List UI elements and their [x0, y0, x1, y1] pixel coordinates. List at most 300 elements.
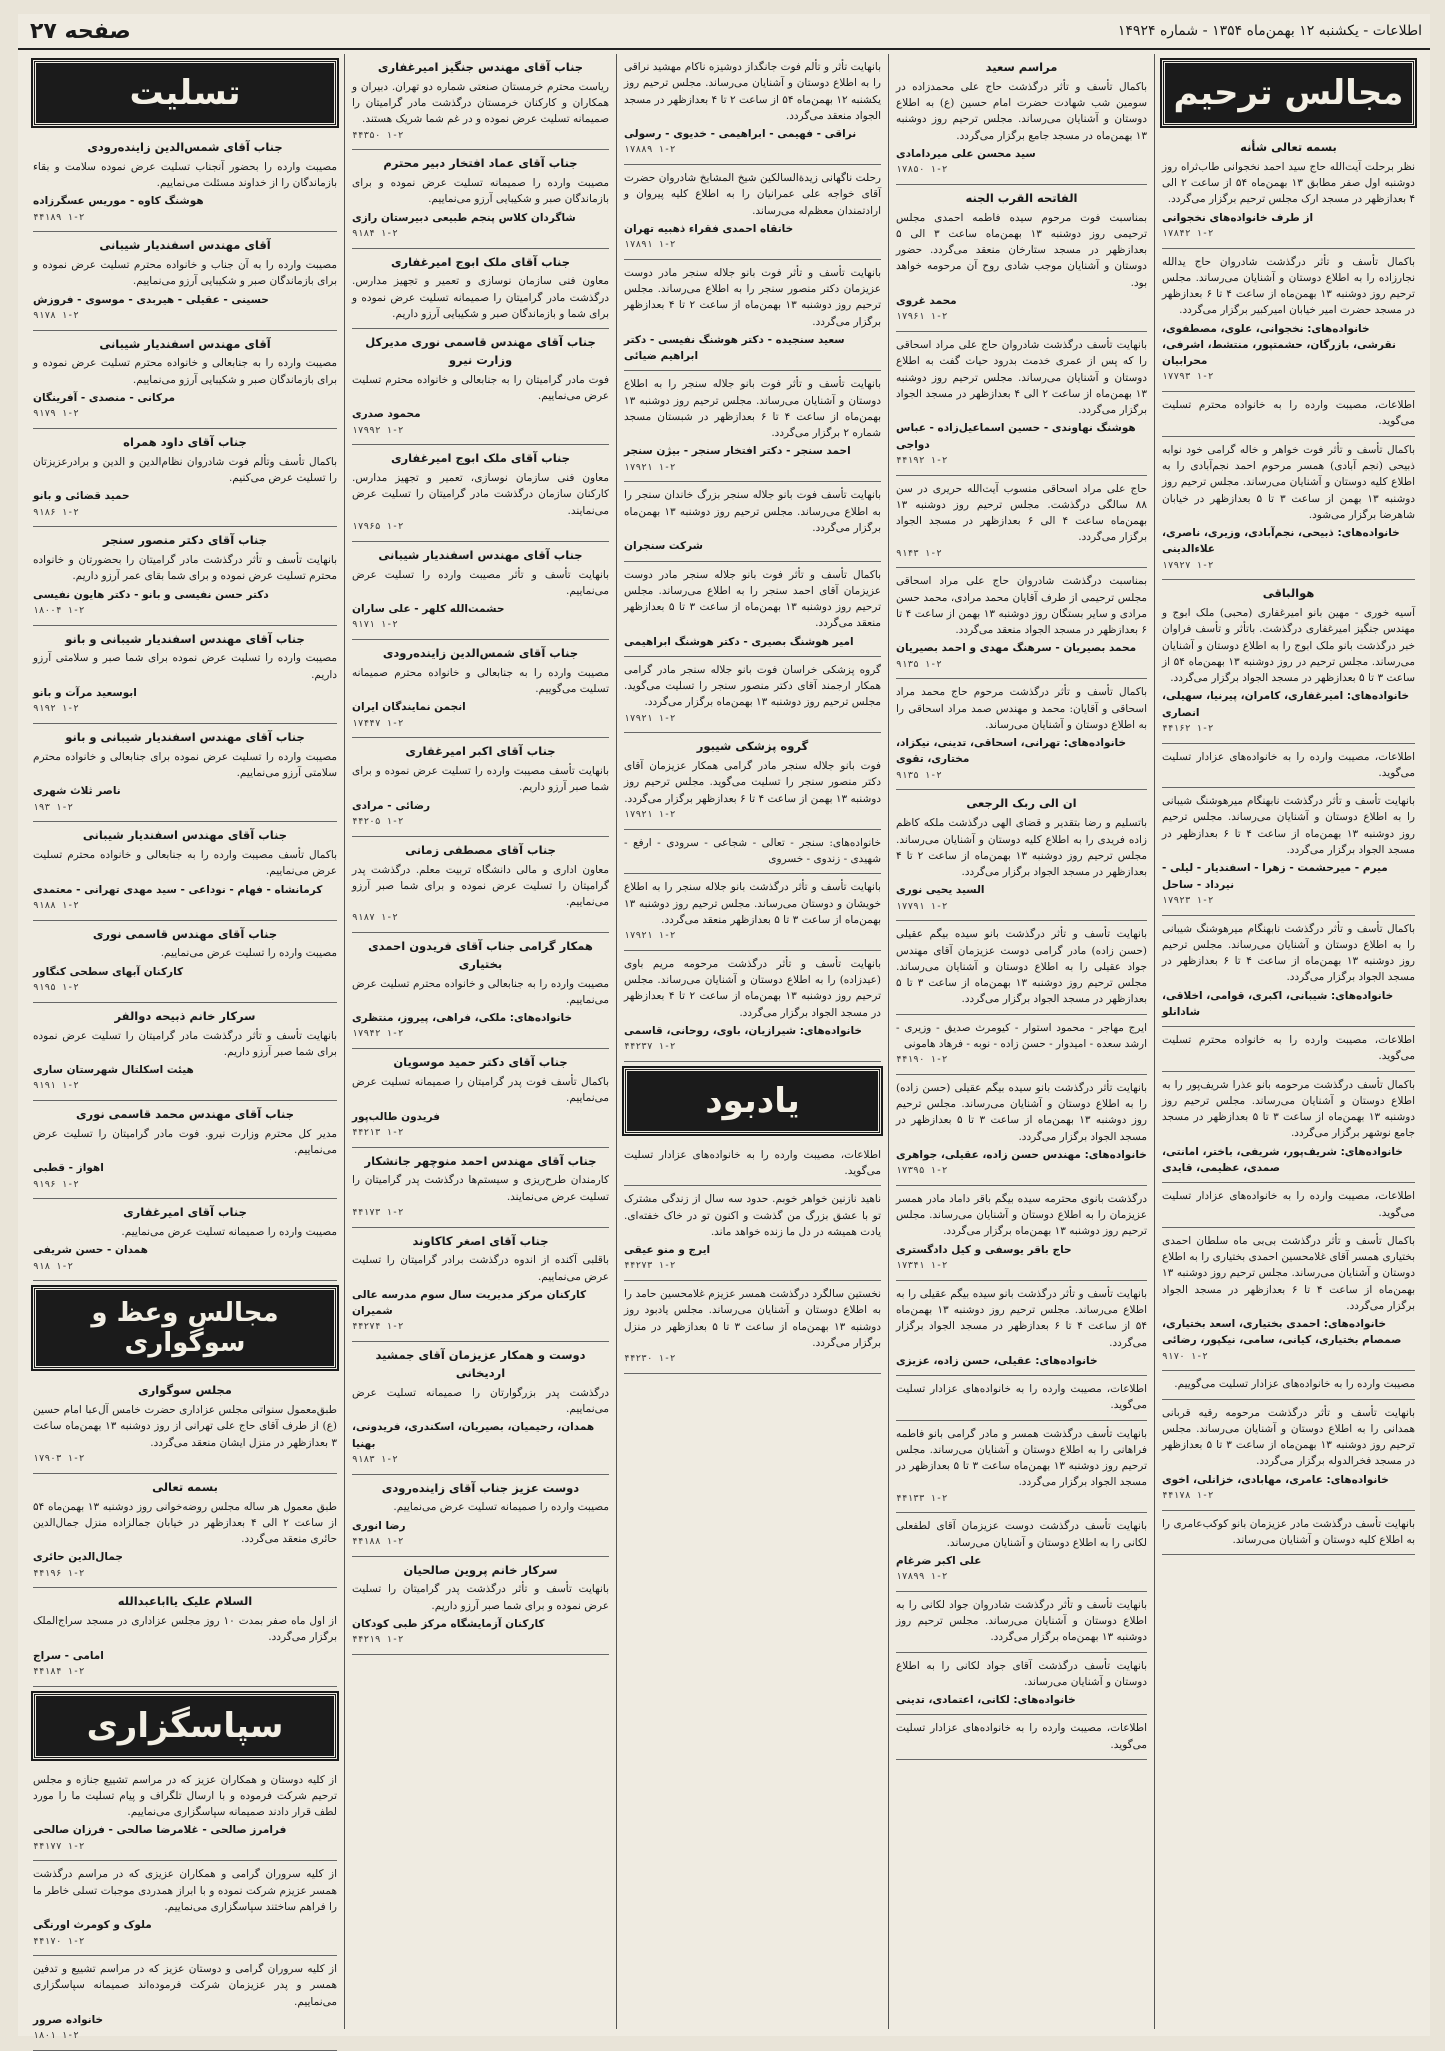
page-number: صفحه ۲۷ [30, 18, 131, 44]
notice-title: سرکار خانم ذبیحه دوالفر [114, 1008, 256, 1023]
notice-code: ۱-۲ ۴۴۱۷۳ [352, 1206, 404, 1218]
notice-body: باتسلیم و رضا بتقدیر و قضای الهی درگذشت ملکه کاظم زاده فریدی را به اطلاع کلیه دوستان و آشنایان می‌رساند. مجلس ترحیم روز دوشنبه ۱۳ بهمن‌ماه از ساعت ۲ تا ۴ بعدازظهر در مسجد الجواد برگزار می‌گردد. [896, 817, 1148, 879]
notice [896, 1376, 1147, 1421]
notice-body: معاون فنی سازمان نوسازی و تعمیر و تجهیز مدارس. درگذشت مادر گرامیتان را صمیمانه تسلیت عرض نموده و برای شما و بازماندگان صبر و شکیبایی آرزو داریم. [352, 275, 609, 320]
notice-code: ۱-۲ ۹۱۸۷ [352, 912, 398, 924]
notice [896, 1281, 1147, 1376]
notice-signature: جمال‌الدین حائری [33, 1551, 123, 1564]
notice-code: ۱-۲ ۹۱۹۲ [33, 703, 79, 715]
notice-signature: حاج باقر یوسفی و کیل دادگستری [896, 1243, 1072, 1256]
notice [1162, 744, 1415, 789]
notice-body: بانهایت تأسف مصیبت وارده را تسلیت عرض نموده و برای شما صبر آرزو داریم. [352, 765, 609, 794]
notice-code: ۱-۲ ۱۷۴۴۷ [352, 717, 404, 729]
notice-signature: حمید قضائی و بانو [33, 490, 130, 503]
notice [624, 482, 881, 561]
notice [896, 1592, 1147, 1653]
notice-code: ۱-۲ ۹۱۳۵ [896, 769, 942, 781]
notice [352, 542, 609, 640]
section-banner-majales-tarhim: مجالس ترحیم [1162, 60, 1415, 126]
notice-title: جناب آقای مهندس اسفندیار شیبانی و بانو [65, 631, 305, 646]
notice-code: ۱-۲ ۴۴۱۹۲ [896, 454, 948, 466]
notice [624, 874, 881, 951]
notice-body: باکمال تأسف و تأثر فوت خواهر و خاله گرامی خود نوابه ذبیحی (نجم آبادی) همسر مرحوم احمد نجم‌آبادی را به اطلاع کلیه دوستان و آشنایان می‌رساند. مجلس ترحیم روز دوشنبه ۱۳ بهمن از ساعت ۳ تا ۵ بعدازظهر در خیابان شاهرضا برگزار می‌شود. [1162, 443, 1415, 521]
notice [1162, 392, 1415, 437]
notice-code: ۱-۲ ۹۱۷۰ [1162, 1350, 1208, 1362]
notice-list [352, 54, 609, 1655]
notice-code: ۱-۲ ۴۴۲۰۵ [352, 816, 404, 827]
notice-code: ۱-۲ ۱۷۸۵۰ [896, 164, 948, 176]
column-1 [1154, 54, 1422, 2029]
notice-title: جناب آقای شمس‌الدین زاینده‌رودی [87, 140, 283, 154]
notice [33, 429, 337, 527]
notice-title: جناب آقای مهندس قاسمی نوری [92, 926, 278, 941]
section-banner-sepasgozari: سپاسگزاری [33, 1693, 337, 1759]
notice-signature: امیر هوشنگ بصیری - دکتر هوشنگ ابراهیمی [624, 635, 854, 648]
notice-signature: خانقاه احمدی فقراء ذهبیه تهران [624, 222, 794, 235]
notice-body: بانهایت تأسف و تأثر فوت بانو جلاله سنجر را به اطلاع دوستان و آشنایان می‌رساند. مجلس ترحیم روز دوشنبه ۱۳ بهمن‌ماه از ساعت ۴ تا ۶ بعدازظهر در شبستان مسجد شماره ۲ برگزار می‌گردد. [624, 378, 881, 440]
notice-list [33, 134, 337, 1281]
notice [33, 1377, 337, 1473]
notice [896, 568, 1147, 679]
notice [33, 1199, 337, 1281]
notice [624, 733, 881, 829]
notice-code: ۱-۲ ۴۴۱۸۴ [33, 1665, 85, 1677]
notice-title: جناب آقای مهندس جنگیز امیرغفاری [377, 60, 584, 74]
notice-title: جناب آقای دکتر حمید موسویان [393, 1055, 568, 1070]
notice-code: ۱-۲ ۱۷۸۸۹ [624, 144, 676, 156]
notice-code: ۱-۲ ۴۴۲۷۴ [352, 1321, 404, 1333]
notice-body: باقلبی آکنده از اندوه درگذشت برادر گرامیتان را تسلیت عرض می‌نماییم. [352, 1254, 609, 1283]
notice [33, 626, 337, 724]
notice-signature: خانواده‌های: شریف‌پور، شریفی، باختر، امانتی، صمدی، عظیمی، قایدی [1162, 1145, 1403, 1174]
notice-body: بانهایت تأسف درگذشت دوست عزیزمان آقای لطفعلی لکانی را به اطلاع دوستان و آشنایان می‌رساند. [896, 1520, 1147, 1549]
notice-title: جناب آقای مهندس اسفندیار شیبانی [378, 547, 583, 562]
notice [624, 951, 881, 1062]
notice-body: بانهایت تأثر و تألم فوت جانگداز دوشیزه ناکام مهشید نراقی را به اطلاع دوستان و آشنایان می‌رساند. مجلس ترحیم روز یکشنبه ۱۲ بهمن‌ماه ۵۴ از ساعت ۲ تا ۴ بعدازظهر در مسجد الجواد منعقد می‌گردد. [624, 61, 882, 122]
notice-title: جناب آقای شمس‌الدین زاینده‌رودی [382, 646, 579, 661]
notice-signature: همدان، رحیمیان، بصیریان، اسکندری، فریدونی، بهنیا [352, 1421, 595, 1450]
notice-code: ۱-۲ ۱۷۸۴۲ [1162, 227, 1214, 239]
notice-signature: مرکانی - منصدی - آفرینگان [33, 392, 176, 404]
section-banner-tasliat: تسلیت [33, 60, 337, 126]
notice-body: بانهایت تأثر درگذشت بانو سیده بیگم عقیلی (حسن زاده) را به اطلاع دوستان و آشنایان می‌رساند. مجلس ترحیم روز دوشنبه ۱۳ بهمن‌ماه از ساعت ۳ تا ۵ بعدازظهر در مسجد الجواد برگزار می‌گردد. [896, 1081, 1147, 1143]
notice-signature: رضائی - مرادی [352, 799, 431, 812]
notice-code: ۱-۲ ۱۸۰۰۴ [33, 604, 85, 616]
notice [1162, 1371, 1415, 1399]
notice-code: ۱-۲ ۱۷۹۶۵ [352, 521, 404, 533]
notice-code: ۱-۲ ۴۴۱۷۰ [33, 1935, 85, 1947]
notice-body: اطلاعات، مصیبت وارده را به خانواده محترم تسلیت می‌گوید. [1162, 1034, 1415, 1063]
notice-body: بانهایت تأسف درگذشت همسر و مادر گرامی بانو فاطمه فراهانی را به اطلاع دوستان و آشنایان می‌رساند. مجلس ترحیم روز دوشنبه ۱۳ بهمن‌ماه ساعت ۳ تا ۵ بعدازظهر در مسجد الجواد برگزار می‌گردد. [896, 1427, 1147, 1489]
notice-signature: میرم - میرحشمت - زهرا - اسفندیار - لیلی - نیرداد - ساحل [1162, 862, 1388, 891]
notice-signature: خانواده‌های: تهرانی، اسحاقی، تدینی، نیکزاد، مختاری، تقوی [896, 737, 1127, 766]
notice [33, 921, 337, 1003]
notice-code: ۱-۲ ۱۷۷۹۳ [1162, 371, 1214, 383]
notice-body: طبق معمول هر ساله مجلس روضه‌خوانی روز دوشنبه ۱۳ بهمن‌ماه ۵۴ از ساعت ۲ الی ۴ بعدازظهر در خیابان جمالزاده منزل جمال‌الدین حائری منعقد می‌گردد. [33, 1500, 338, 1546]
notice-body: اطلاعات، مصیبت وارده را به خانواده‌های عزادار تسلیت می‌گوید. [1162, 1190, 1415, 1219]
notice-code: ۱-۲ ۱۷۹۹۲ [352, 424, 404, 436]
notice [896, 1075, 1147, 1186]
notice-body: مصیبت وارده را تسلیت عرض نموده برای جنابعالی و خانواده محترم سلامتی آرزو می‌نماییم. [33, 750, 337, 780]
notice-code: ۱-۲ ۱۷۷۹۱ [896, 900, 948, 912]
notice-code: ۱-۲ ۴۴۱۹۰ [896, 1054, 948, 1066]
notice-body: اطلاعات، مصیبت وارده را به خانواده‌های عزادار تسلیت می‌گوید. [896, 1383, 1147, 1412]
notice-title: جناب آقای مهندس اسفندیار شیبانی و بانو [65, 729, 305, 744]
notice-signature: حسینی - عقیلی - هیربدی - موسوی - فروزش [33, 293, 269, 306]
notice [896, 476, 1147, 569]
notice-body: کارمندان طرح‌ریزی و سیستم‌ها درگذشت پدر گرامیتان را تسلیت عرض می‌نمایند. [352, 1174, 609, 1203]
notice [896, 185, 1147, 332]
notice-title: آقای مهندس اسفندیار شیبانی [99, 336, 271, 351]
notice-body: باکمال تأسف وتألم فوت شادروان نظام‌الدین و الدین و برادرعزیزتان را تسلیت عرض می‌کنیم. [33, 455, 337, 485]
notice-body: بانهایت تأسف و تأثر درگذشت شادروان جواد لکانی را به اطلاع دوستان و آشنایان می‌رساند. مجلس ترحیم روز دوشنبه ۱۳ بهمن‌ماه برگزار می‌گردد. [896, 1598, 1147, 1644]
notice-body: درگذشت بانوی محترمه سیده بیگم باقر داماد مادر همسر عزیزمان را به اطلاع دوستان و آشنایان می‌رساند. مجلس ترحیم روز دوشنبه ۱۳ بهمن‌ماه برگزار می‌گردد. [896, 1192, 1147, 1238]
notice-signature: احمد سنجر - دکتر افتخار سنجر - بیژن سنجر [624, 445, 851, 458]
notice-body: مدیر کل محترم وزارت نیرو. فوت مادر گرامیتان را تسلیت عرض می‌نماییم. [33, 1127, 337, 1157]
notice-title: گروه پزشکی شیبور [696, 739, 809, 754]
notice [896, 1015, 1147, 1075]
notice [352, 1342, 609, 1474]
notice [352, 1049, 609, 1147]
notice-list [33, 1767, 337, 2051]
notice-signature: کارکنان مرکز مدیریت سال سوم مدرسه عالی شمیران [352, 1288, 587, 1318]
notice-title: جناب آقای مهندس قاسمی نوری مدیرکل وزارت نیرو [365, 335, 596, 368]
column-3 [616, 54, 888, 2029]
notice [624, 657, 881, 734]
notice-signature: ملوک و کومرث اورنگی [33, 1919, 152, 1932]
notice-body: از کلیه دوستان و همکاران عزیز که در مراسم تشییع جنازه و مجلس ترحیم شرکت فرموده و با ارسال تلگراف و پیام تسلیت ما را مورد لطف قرار دادند صمیمانه سپاسگزاری می‌نماییم. [33, 1773, 337, 1819]
notice-code: ۱-۲ ۹۱۹۶ [33, 1178, 79, 1190]
notice [1162, 788, 1415, 915]
notice [352, 738, 609, 836]
notice-signature: سعید سنجیده - دکتر هوشنگ نفیسی - دکتر ابراهیم ضیائی [624, 333, 845, 363]
notice-body: بانهایت تأسف و تأثر درگذشت مادر گرامیتان را تسلیت عرض نموده برای شما صبر آرزو داریم. [33, 1029, 337, 1058]
notice [624, 1281, 881, 1374]
notice [624, 830, 881, 875]
notice-body: بمناسبت فوت مرحوم سیده فاطمه احمدی مجلس ترحیمی روز دوشنبه ۱۳ بهمن‌ماه ساعت ۳ الی ۵ بعدازظهر در مسجد ستارخان منعقد می‌گردد. حضور دوستان و آشنایان موجب شادی روح آن مرحومه خواهد بود. [896, 211, 1147, 289]
notice-body: ناهید نازنین خواهر خوبم. حدود سه سال از زندگی مشترک تو با عشق بزرگ من گذشت و اکنون تو در خاک خفته‌ای. یادت همیشه در دل ما زنده خواهد ماند. [624, 1193, 881, 1238]
notice-title: بسمه تعالی شأنه [1240, 140, 1337, 154]
notice-code: ۱-۲ ۴۴۲۷۳ [624, 1260, 676, 1272]
notice-signature: السید یحیی نوری [896, 884, 985, 897]
notice-signature: هوشنگ نهاوندی - حسین اسماعیل‌زاده - عباس دواجی [896, 422, 1136, 451]
notice-body: مصیبت وارده را صمیمانه تسلیت عرض نموده و برای بازماندگان صبر و شکیبایی آرزو می‌نماییم. [352, 177, 609, 206]
notice-body: طبق‌معمول سنواتی مجلس عزاداری حضرت خامس آل‌عبا امام حسین (ع) از طرف آقای حاج علی تهرانی از روز دوشنبه ۱۳ بهمن‌ماه ساعت ۳ بعدازظهر در منزل ایشان منعقد می‌گردد. [33, 1404, 338, 1449]
notice-body: بانهایت تأسف و تأثر مصیبت وارده را تسلیت عرض می‌نماییم. [352, 568, 609, 597]
notice [352, 1148, 609, 1228]
notice-code: ۱-۲ ۹۱۸۸ [33, 899, 79, 911]
notice [624, 260, 881, 372]
notice-signature: خانواده‌های: عقیلی، حسن زاده، عزیزی [896, 1354, 1098, 1367]
notice [624, 54, 881, 165]
notice [33, 527, 337, 625]
notice-code: ۱-۲ ۱۷۹۲۳ [1162, 894, 1214, 906]
notice-signature: خانواده‌های: امیرغفاری، کامران، پیرنیا، سهیلی، انصاری [1162, 690, 1410, 719]
notice [896, 1715, 1147, 1760]
notice [352, 1228, 609, 1343]
notice-signature: ابوسعید مرآت و بانو [33, 686, 137, 699]
notice-body: باکمال تأسف و تأثر درگذشت نابهنگام میرهوشنگ شیبانی را به اطلاع دوستان و آشنایان می‌رساند. مجلس ترحیم روز دوشنبه ۱۳ بهمن‌ماه از ساعت ۴ تا ۶ بعدازظهر در مسجد الجواد برگزار می‌گردد. [1162, 922, 1415, 984]
column-4 [344, 54, 616, 2029]
notice-title: جناب آقای مهندس محمد قاسمی نوری [75, 1107, 295, 1122]
notice-title: هوالباقی [1262, 586, 1315, 601]
notice-body: بانهایت تأسف و تأثر درگذشت مرحومه مریم باوی (عیدزاده) را به اطلاع دوستان و آشنایان می‌رساند. مجلس ترحیم روز دوشنبه ۱۳ بهمن‌ماه از ساعت ۲ تا ۴ بعدازظهر در مسجد الجواد برگزار می‌گردد. [624, 957, 882, 1019]
notice-body: بانهایت تأسف و تأثر درگذشت مرحومه رقیه قربانی همدانی را به اطلاع دوستان و آشنایان می‌رساند. مجلس ترحیم روز دوشنبه ۱۳ بهمن‌ماه از ساعت ۳ تا ۵ بعدازظهر در مسجد فخرالدوله برگزار می‌گردد. [1162, 1406, 1415, 1468]
notice-body: از کلیه سروران گرامی و دوستان عزیز که در مراسم تشییع و تدفین همسر و پدر عزیزمان شرکت فرموده‌اند صمیمانه سپاسگزاری می‌نماییم. [33, 1963, 337, 2008]
notice [33, 331, 337, 429]
notice-code: ۱-۲ ۹۱۷۱ [352, 619, 398, 631]
notice-body: بمناسبت درگذشت شادروان حاج علی مراد اسحاقی مجلس ترحیمی از طرف آقایان محمد مرادی، محمد حسن مرادی و سایر بستگان روز دوشنبه ۱۳ بهمن از ساعت ۴ تا ۶ بعدازظهر در مسجد الجواد منعقد می‌گردد. [896, 575, 1147, 637]
notice-body: از کلیه سروران گرامی و همکاران عزیزی که در مراسم درگذشت همسر عزیزم شرکت نموده و با ابراز همدردی موجبات تسلی خاطر ما را فراهم ساختند سپاسگزاری می‌نماییم. [33, 1868, 337, 1913]
notice-code: ۱-۲ ۴۴۱۷۷ [33, 1840, 85, 1852]
notice [896, 1186, 1147, 1281]
notice-body: گروه پزشکی خراسان فوت بانو جلاله سنجر مادر گرامی همکار ارجمند آقای دکتر منصور سنجر را تسلیت می‌گوید. مجلس ترحیم روز دوشنبه ۱۳ بهمن‌ماه برگزار می‌گردد. [624, 663, 881, 709]
notice-body: بانهایت تأسف و تأثر درگذشت مادر گرامیتان را بحضورتان و خانواده محترم تسلیت عرض نموده و برای شما بقای عمر آرزو داریم. [33, 554, 337, 583]
notice-list [896, 54, 1147, 1760]
notice-list [33, 1377, 337, 1686]
notice-list [624, 1142, 881, 1374]
notice [1162, 1027, 1415, 1072]
notice-body: باکمال تأسف مصیبت وارده را به جنابعالی و خانواده محترم تسلیت عرض می‌نماییم. [33, 849, 337, 878]
notice-signature: انجمن نمایندگان ایران [352, 701, 466, 714]
notice-body: حاج علی مراد اسحاقی منسوب آیت‌الله حریری در سن ۸۸ سالگی درگذشت. مجلس ترحیم روز دوشنبه ۱۳ بهمن‌ماه ساعت ۴ الی ۶ بعدازظهر در مسجد الجواد برگزار می‌گردد. [896, 482, 1147, 544]
page-header [18, 14, 1430, 50]
notice-body: مصیبت وارده را به جنابعالی و خانواده محترم تسلیت عرض نموده و برای بازماندگان صبر و شکیبایی آرزو می‌نماییم. [33, 357, 337, 386]
notice [33, 1588, 337, 1686]
notice-code: ۱-۲ ۴۴۲۱۹ [352, 1634, 404, 1646]
notice [896, 790, 1147, 921]
notice-title: جناب آقای ملک ابوج امیرغفاری [390, 254, 571, 269]
notice-signature: ایرج و منو عیقی [624, 1244, 711, 1257]
notice-signature: محمد بصیریان - سرهنگ مهدی و احمد بصیریان [896, 642, 1137, 655]
notice-code: ۱-۲ ۴۴۱۹۶ [33, 1567, 85, 1579]
notice-code: ۱-۲ ۱۷۹۲۱ [624, 712, 676, 724]
notice-signature: فریدون طالب‌پور [352, 1110, 441, 1123]
notice-body: باکمال تأسف و تأثر درگذشت حاج علی محمدزاده در سومین شب شهادت حضرت امام حسین (ع) به اطلاع دوستان و آشنایان می‌رساند. مجلس ترحیم روز دوشنبه ۱۳ بهمن‌ماه در مسجد جامع برگزار می‌گردد. [896, 80, 1147, 142]
notice [33, 1474, 337, 1589]
notice [1162, 249, 1415, 393]
notice [33, 1101, 337, 1199]
notice [33, 822, 337, 920]
notice-body: مصیبت وارده را صمیمانه تسلیت عرض می‌نماییم. [121, 1226, 337, 1239]
notice-signature: اهواز - قطبی [33, 1162, 104, 1175]
notice-code: ۱-۲ ۱۷۹۴۲ [352, 1028, 404, 1040]
notice-body: باکمال تأسف درگذشت مرحومه بانو عذرا شریف‌پور را به اطلاع دوستان و آشنایان می‌رساند. مجلس ترحیم روز دوشنبه ۱۳ بهمن‌ماه از ساعت ۳ تا ۵ بعدازظهر در مسجد جامع نوشهر برگزار می‌گردد. [1162, 1078, 1415, 1140]
notice-title: جناب آقای امیرغفاری [123, 1205, 247, 1220]
notice [1162, 134, 1415, 249]
notice-title: جناب آقای دکتر منصور سنجر [102, 533, 268, 548]
notice-body: رحلت ناگهانی زیدةالسالکین شیخ المشایخ شادروان حضرت آقای خواجه علی عمرانیان را به اطلاع کلیه پیروان و ارادتمندان معظم‌له می‌رساند. [624, 172, 881, 217]
notice-title: همکار گرامی جناب آقای فریدون احمدی بختیاری [368, 939, 593, 971]
notice-code: ۱-۲ ۴۴۲۳۰ [624, 1353, 676, 1365]
notice-code: ۱-۲ ۹۱۴۳ [896, 547, 942, 559]
notice-body: بانهایت تأسف و تأثر درگذشت بانو جلاله سنجر را به اطلاع خویشان و دوستان می‌رساند. مجلس ترحیم روز دوشنبه ۱۳ بهمن‌ماه از ساعت ۳ تا ۵ بعدازظهر منعقد می‌گردد. [624, 881, 881, 926]
notice-body: درگذشت پدر بزرگوارتان را صمیمانه تسلیت عرض می‌نماییم. [352, 1386, 609, 1416]
notice-title: الفاتحه القرب الجنه [965, 190, 1078, 205]
section-banner-yadbud: یادبود [624, 1068, 881, 1134]
notice [1162, 1511, 1415, 1556]
notice [33, 134, 337, 232]
notice [352, 1475, 609, 1557]
notice-code: ۱-۲ ۱۷۳۹۵ [896, 1165, 948, 1177]
notice-code: ۱-۲ ۴۴۲۳۷ [624, 1041, 676, 1053]
notice [624, 165, 881, 260]
notice [33, 1956, 337, 2051]
notice [352, 445, 609, 541]
notice-signature: دکتر حسن نفیسی و بانو - دکتر هایون نفیسی [33, 588, 269, 601]
notice [896, 921, 1147, 1014]
notice [1162, 1228, 1415, 1372]
notice [1162, 437, 1415, 581]
notice-title: السلام علیک یااباعبدالله [117, 1594, 253, 1609]
notice-signature: هیئت اسکلتال شهرستان ساری [33, 1064, 194, 1077]
notice-body: ایرج مهاجر - محمود استوار - کیومرث صدیق - وزیری - ارشد سعده - امیدوار - حسن زاده - نوبه - فرهاد هامونی [896, 1021, 1147, 1050]
notice-title: ان الی ربک الرجعی [966, 796, 1077, 811]
notice-title: مراسم سعید [985, 60, 1058, 74]
notice-code: ۱-۲ ۱۷۹۰۳ [33, 1453, 85, 1465]
notice [624, 562, 881, 657]
notice [1162, 580, 1415, 743]
notice-signature: همدان - حسن شریفی [33, 1244, 148, 1257]
notice-signature: خانواده صرور [33, 2014, 104, 2027]
notice-code: ۱-۲ ۴۴۳۵۰ [352, 129, 404, 141]
notice-signature: امامی - سراج [33, 1649, 104, 1662]
notice-signature: حشمت‌الله کلهر - علی ساران [352, 603, 505, 616]
notice-signature: خانواده‌های: مهندس حسن زاده، عقیلی، جواهری [896, 1148, 1147, 1161]
notice-signature: خانواده‌های: شیبانی، اکبری، قوامی، اخلاقی، شادانلو [1162, 989, 1394, 1018]
notice-title: مجلس سوگواری [138, 1383, 232, 1398]
notice [896, 332, 1147, 476]
notice-signature: شاگردان کلاس پنجم طبیعی دبیرستان رازی [352, 211, 576, 224]
notice [352, 329, 609, 445]
notice-body: بانهایت تأسف درگذشت شادروان حاج علی مراد اسحاقی را که پس از عمری خدمت بدرود حیات گفت به اطلاع دوستان و آشنایان می‌رساند. مجلس ترحیم روز دوشنبه ۱۳ بهمن‌ماه از ساعت ۲ الی ۴ بعدازظهر در مسجد الجواد برگزار می‌گردد. [896, 338, 1147, 417]
notice-body: مصیبت وارده را به خانواده‌های عزادار تسلیت می‌گوییم. [1174, 1378, 1415, 1391]
notice-body: اطلاعات، مصیبت وارده را به خانواده‌های عزادار تسلیت می‌گوید. [624, 1148, 881, 1178]
column-5 [26, 54, 344, 2042]
notice [352, 837, 609, 933]
notice [352, 1557, 609, 1655]
notice-body: اطلاعات، مصیبت وارده را به خانواده‌های عزادار تسلیت می‌گوید. [896, 1722, 1147, 1751]
notice-body: اطلاعات، مصیبت وارده را به خانواده محترم تسلیت می‌گوید. [1162, 399, 1415, 428]
notice-body: معاون فنی سازمان نوسازی، تعمیر و تجهیز مدارس. کارکنان سازمان درگذشت مادر گرامیتان را تسلیت عرض می‌نمایند. [352, 472, 609, 517]
notice-body: مصیبت وارده را تسلیت عرض نموده برای شما صبر و سلامتی آرزو داریم. [33, 652, 337, 681]
notice-body: بانهایت تأسف و تأثر درگذشت بانو سیده بیگم عقیلی را به اطلاع می‌رساند. مجلس ترحیم روز دوشنبه ۱۳ بهمن‌ماه ۵۴ از ساعت ۴ تا ۶ بعدازظهر در مسجد الجواد برگزار می‌گردد. [896, 1287, 1147, 1349]
notice-code: ۱-۲ ۹۱۸۴ [352, 227, 398, 239]
notice [1162, 916, 1415, 1028]
notice-body: بانهایت تأسف و تأثر درگذشت بانو سیده بیگم عقیلی (حسن زاده) مادر گرامی دوست عزیزمان آقای مهندس جواد عقیلی را به اطلاع دوستان و آشنایان می‌رساند. مجلس ترحیم روز دوشنبه ۱۳ بهمن‌ماه از ساعت ۳ تا ۵ بعدازظهر در مسجد الجواد برگزار می‌گردد. [896, 928, 1148, 1006]
notice-body: ریاست محترم خرمستان صنعتی شماره دو تهران. دبیران و همکاران و کارکنان خرمستان درگذشت مادر گرامیتان را صمیمانه تسلیت عرض نموده و در غم شما شریک هستند. [352, 80, 609, 126]
notice [896, 1513, 1147, 1592]
notice-code: ۱-۲ ۹۱۷۸ [33, 309, 79, 321]
notice [624, 371, 881, 482]
notice-body: مصیبت وارده را تسلیت عرض می‌نماییم. [160, 947, 337, 960]
notice-code: ۱-۲ ۹۱۷۹ [33, 408, 79, 420]
notice-body: بانهایت تأسف درگذشت آقای جواد لکانی را به اطلاع دوستان و آشنایان می‌رساند. [896, 1659, 1147, 1688]
notice-body: بانهایت تأسف فوت بانو جلاله سنجر بزرگ خاندان سنجر را به اطلاع می‌رساند. مجلس ترحیم روز دوشنبه ۱۳ بهمن‌ماه برگزار می‌گردد. [624, 489, 881, 534]
notice-body: مصیبت وارده را به جنابعالی و خانواده محترم تسلیت عرض می‌نماییم. [352, 977, 609, 1006]
notice-title: جناب آقای ملک ابوج امیرغفاری [390, 451, 571, 466]
notice-code: ۱-۲ ۱۸۰۱ [33, 2030, 79, 2042]
notice-code: ۱-۲ ۱۷۹۲۱ [624, 930, 676, 942]
notice-list [1162, 134, 1415, 1555]
notice-body: بانهایت تأسف و تأثر درگذشت نابهنگام میرهوشنگ شیبانی را به اطلاع دوستان و آشنایان می‌رساند. مجلس ترحیم روز دوشنبه ۱۳ بهمن‌ماه از ساعت ۴ تا ۶ بعدازظهر در مسجد الجواد برگزار می‌گردد. [1162, 795, 1415, 856]
notice-title: جناب آقای مصطفی زمانی [405, 842, 556, 857]
notice-title: جناب آقای مهندس احمد منوچهر جانشکار [364, 1153, 597, 1168]
notice [33, 232, 337, 330]
notice-body: باکمال تأسف و تأثر درگذشت بی‌بی ماه سلطان احمدی بختیاری همسر آقای غلامحسین احمدی بختیاری را به اطلاع دوستان و آشنایان می‌رساند. مجلس ترحیم روز دوشنبه ۱۳ بهمن‌ماه از ساعت ۴ تا ۶ بعدازظهر در مسجد الجواد برگزار می‌گردد. [1162, 1234, 1415, 1312]
notice-code: ۱-۲ ۱۹۳ [33, 801, 74, 813]
notice-code: ۱-۲ ۹۱۹۱ [33, 1080, 79, 1092]
notice [352, 150, 609, 248]
notice-body: از اول ماه صفر بمدت ۱۰ روز مجلس عزاداری در مسجد سراج‌الملک برگزار می‌گردد. [33, 1615, 338, 1644]
notice-body: آسیه خوری - مهین بانو امیرغفاری (محبی) ملک ابوج و مهندس جنگیز امیرغفاری درگذشت. باتأثر و تأسف فراوان خبر درگذشت بانو ملک ابوج را به اطلاع دوستان و آشنایان می‌رساند. مجلس ترحیم در روز دوشنبه ۱۳ بهمن‌ماه ۵۴ از ساعت ۳ تا ۵ بعدازظهر در مسجد الجواد برگزار می‌گردد. [1162, 607, 1415, 685]
notice-signature: ناصر ثلاث شهری [33, 785, 121, 798]
notice [624, 1142, 881, 1187]
notice-signature: خانواده‌های: ذبیحی، نجم‌آبادی، وزیری، ناصری، علاءالدینی [1162, 527, 1400, 556]
notice [896, 1421, 1147, 1514]
notice-signature: خانواده‌های: احمدی بختیاری، اسعد بختیاری، صمصام بختیاری، کیانی، سامی، نیکپور، رضائی [1162, 1318, 1402, 1347]
notice [1162, 1183, 1415, 1228]
notice-code: ۱-۲ ۱۷۹۲۷ [1162, 559, 1214, 571]
section-banner-majales-vaz: مجالس وعظ و سوگواری [33, 1287, 337, 1369]
notice-body: مصیبت وارده را صمیمانه تسلیت عرض می‌نماییم. [393, 1501, 609, 1514]
notice-title: دوست عزیز جناب آقای زاینده‌رودی [381, 1480, 580, 1495]
notice-code: ۱-۲ ۹۱۸۶ [33, 506, 79, 518]
notice [352, 249, 609, 330]
newspaper-page [18, 14, 1430, 2042]
notice-body: نظر برحلت آیت‌الله حاج سید احمد نخجوانی طاب‌ثراه روز دوشنبه اول صفر مطابق ۱۳ بهمن‌ماه ۵۴ از ساعت ۲ الی ۴ بعدازظهر در مسجد ارک مجلس ترحیم برگزار می‌گردد. [1162, 160, 1415, 206]
notice-body: بانهایت تأسف درگذشت مادر عزیزمان بانو کوکب‌عامری را به اطلاع کلیه دوستان و آشنایان می‌رساند. [1162, 1517, 1415, 1546]
notice-body: مصیبت وارده را به آن جناب و خانواده محترم تسلیت عرض نموده و برای بازماندگان صبر و شکیبایی آرزو می‌نماییم. [33, 259, 337, 288]
notice-code: ۱-۲ ۴۴۱۷۸ [1162, 1489, 1214, 1501]
notice-body: خانواده‌های: سنجر - تعالی - شجاعی - سرودی - ارفع - شهیدی - زندوی - خسروی [624, 836, 881, 865]
notice-signature: خانواده‌های: نخجوانی، علوی، مصطفوی، نقرشی، بازرگان، حشمتپور، منتشط، اشرفی، محرابیان [1162, 322, 1396, 368]
notice-body: معاون اداری و مالی دانشگاه تربیت معلم. درگذشت پدر گرامیتان را تسلیت عرض نموده و برای شما صبر آرزو می‌نماییم. [352, 863, 609, 909]
notice [352, 933, 609, 1049]
issue-line: اطلاعات - یکشنبه ۱۲ بهمن‌ماه ۱۳۵۴ - شماره ۱۴۹۲۴ [1117, 23, 1422, 39]
notice-title: بسمه تعالی [152, 1479, 218, 1494]
notice [896, 54, 1147, 185]
notice [352, 640, 609, 738]
notice-signature: نراقی - فهیمی - ابراهیمی - خدیوی - رسولی [624, 128, 857, 141]
notice-signature: سید محسن علی میردامادی [896, 147, 1036, 160]
notice-signature: شرکت سنجران [624, 540, 704, 553]
notice-code: ۱-۲ ۱۷۸۹۱ [624, 239, 676, 251]
notice [33, 1767, 337, 1862]
notice-title: جناب آقای عماد افتخار دبیر محترم [383, 156, 578, 171]
notice-body: باکمال تأسف فوت پدر گرامیتان را صمیمانه تسلیت عرض می‌نماییم. [352, 1076, 609, 1105]
notice-signature: از طرف خانواده‌های نخجوانی [1162, 211, 1314, 224]
notice-signature: محمد غروی [896, 295, 957, 307]
notice-code: ۱-۲ ۱۷۹۲۱ [624, 808, 676, 820]
notice-code: ۱-۲ ۹۱۸ [33, 1260, 74, 1272]
notice-body: نخستین سالگرد درگذشت همسر عزیزم غلامحسین حامد را به اطلاع دوستان و آشنایان می‌رساند. مجلس یادبود روز دوشنبه ۱۳ بهمن‌ماه از ساعت ۳ تا ۵ بعدازظهر در منزل برگزار می‌گردد. [624, 1288, 882, 1349]
notice-body: باکمال تأسف و تأثر فوت بانو جلاله سنجر مادر دوست عزیزمان آقای احمد سنجر را به اطلاع می‌رساند. مجلس ترحیم روز دوشنبه ۱۳ بهمن‌ماه از ساعت ۳ تا ۵ بعدازظهر منعقد می‌گردد. [624, 568, 882, 630]
notice-title: دوست و همکار عزیزمان آقای جمشید اردیخانی [375, 1348, 586, 1380]
notice-code: ۱-۲ ۱۷۹۲۱ [624, 461, 676, 473]
notice [1162, 1400, 1415, 1511]
notice-signature: خانواده‌های: عامری، مهابادی، خزانلی، اخوی [1162, 1473, 1389, 1486]
notice-body: مصیبت وارده را بحضور آنجناب تسلیت عرض نموده سلامت و بقاء بازماندگان را از خداوند مسئلت می‌نماییم. [33, 160, 337, 190]
notice-body: بانهایت تأسف و تأثر فوت بانو جلاله سنجر مادر دوست عزیزمان دکتر منصور سنجر را به اطلاع می‌رساند. مجلس ترحیم روز دوشنبه ۱۳ بهمن‌ماه از ساعت ۲ تا ۴ بعدازظهر برگزار می‌گردد. [624, 266, 882, 328]
notice-code: ۱-۲ ۱۷۹۶۱ [896, 311, 948, 323]
notice-body: فوت بانو جلاله سنجر مادر گرامی همکار عزیزمان آقای دکتر منصور سنجر را تسلیت می‌گوید. مجلس ترحیم روز دوشنبه ۱۳ بهمن از ساعت ۴ تا ۶ بعدازظهر برگزار می‌گردد. [624, 760, 881, 805]
notice [33, 1003, 337, 1101]
notice-signature: کارکنان آبهای سطحی کنگاور [33, 965, 184, 978]
columns [26, 54, 1422, 2042]
notice-code: ۱-۲ ۱۷۸۹۹ [896, 1571, 948, 1583]
notice-body: مصیبت وارده را به جنابعالی و خانواده محترم صمیمانه تسلیت می‌گوییم. [352, 666, 609, 696]
